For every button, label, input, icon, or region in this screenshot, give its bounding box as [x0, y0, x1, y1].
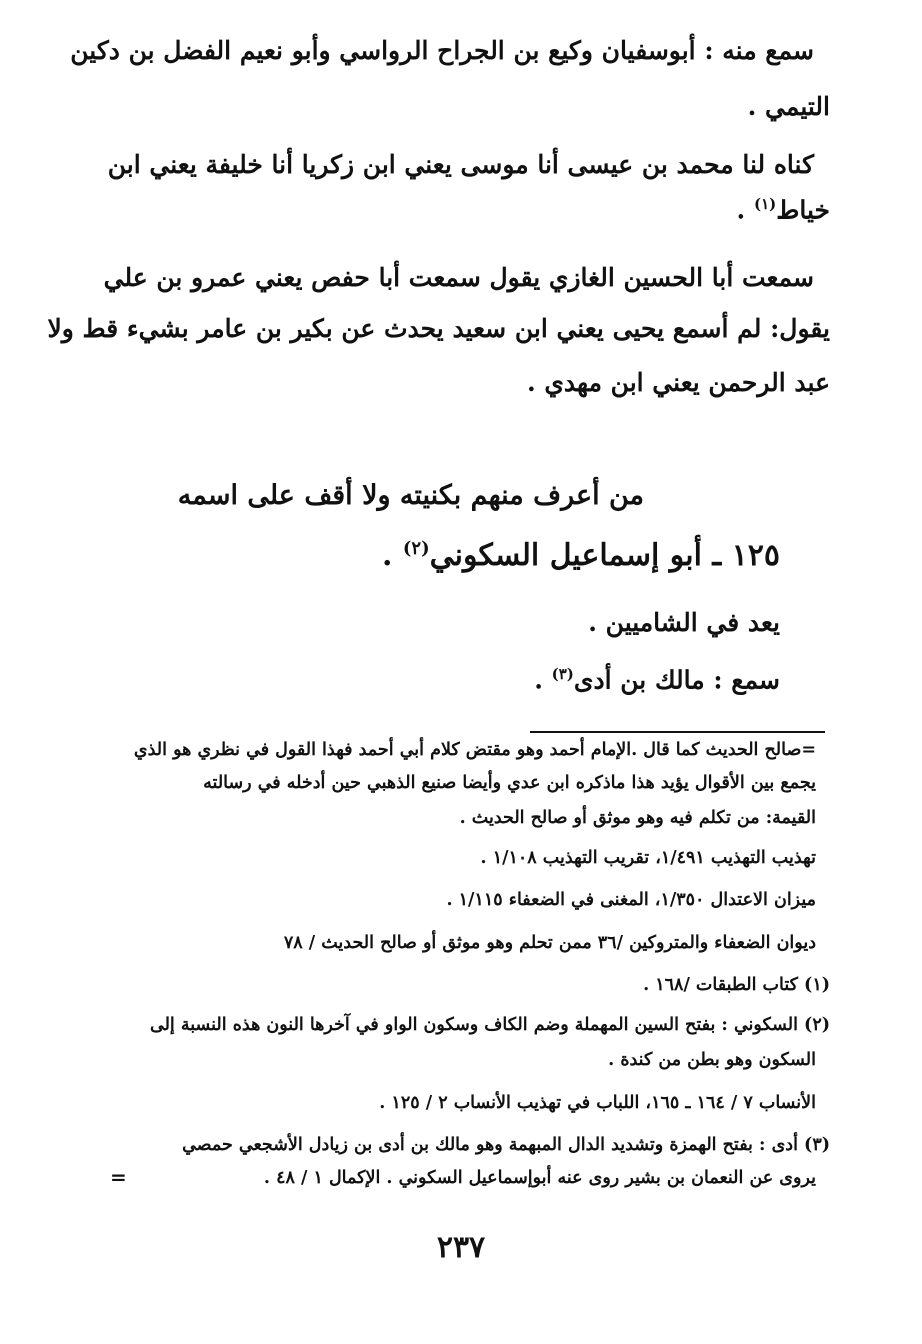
body-text: خياط: [776, 195, 830, 225]
entry-title-text: ١٢٥ ـ أبو إسماعيل السكوني: [429, 538, 780, 573]
body-line-7: عبد الرحمن يعني ابن مهدي .: [526, 368, 830, 397]
section-heading: من أعرف منهم بكنيته ولا أقف على اسمه: [177, 480, 644, 511]
body-line-6: يقول: لم أسمع يحيى يعني ابن سعيد يحدث عن بكير بن عامر بشيء قط ولا: [47, 314, 830, 343]
footnote-continued-2: يجمع بين الأقوال يؤيد هذا ماذكره ابن عدي وأيضا صنيع الذهبي حين أدخله في رسالته: [203, 773, 816, 793]
footnote-divider: [530, 731, 825, 733]
footnote-ref-3: (٣): [551, 665, 574, 683]
footnote-2-line-1: (٢) السكوني : بفتح السين المهملة وضم الكاف وسكون الواو في آخرها النون هذه النسبة إلى: [150, 1015, 830, 1035]
footnote-continued-3: القيمة: من تكلم فيه وهو موثق أو صالح الحديث .: [459, 808, 816, 828]
footnote-2-line-2: السكون وهو بطن من كندة .: [608, 1050, 816, 1070]
entry-line-2-text: سمع : مالك بن أدى: [573, 665, 780, 695]
entry-title: [382, 538, 780, 573]
footnote-continued-1: =صالح الحديث كما قال .الإمام أحمد وهو مقتض كلام أبي أحمد فهذا القول في نظري هو الذي: [133, 740, 816, 760]
footnote-continued-5: ميزان الاعتدال ١/٣٥٠، المغنى في الضعفاء ١/١١٥ .: [446, 890, 816, 910]
footnote-1: (١) كتاب الطبقات /١٦٨ .: [643, 975, 830, 995]
footnote-ref-1: (١): [753, 195, 777, 213]
body-text-end: .: [736, 195, 754, 225]
entry-line-2-end: .: [534, 665, 552, 695]
footnote-3-line-1: (٣) أدى : بفتح الهمزة وتشديد الدال المبهمة وهو مالك بن أدى بن زيادل الأشجعي حمصي: [182, 1135, 830, 1155]
body-line-1: سمع منه : أبوسفيان وكيع بن الجراح الرواسي وأبو نعيم الفضل بن دكين: [70, 36, 814, 65]
entry-line-1: يعد في الشاميين .: [588, 608, 780, 637]
footnote-ref-2: (٢): [402, 538, 430, 559]
footnote-3-line-2: يروى عن النعمان بن بشير روى عنه أبوإسماعيل السكوني . الإكمال ١ / ٤٨ .: [263, 1168, 816, 1188]
body-line-4: [737, 195, 830, 224]
body-line-3: كناه لنا محمد بن عيسى أنا موسى يعني ابن زكريا أنا خليفة يعني ابن: [107, 150, 814, 179]
footnote-2-line-3: الأنساب ٧ / ١٦٤ ـ ١٦٥، اللباب في تهذيب الأنساب ٢ / ١٢٥ .: [379, 1093, 816, 1113]
continued-mark: =: [110, 1165, 127, 1189]
footnote-continued-4: تهذيب التهذيب ١/٤٩١، تقريب التهذيب ١/١٠٨ .: [480, 848, 816, 868]
body-line-5: سمعت أبا الحسين الغازي يقول سمعت أبا حفص يعني عمرو بن علي: [103, 263, 814, 292]
entry-line-2: [534, 665, 780, 694]
entry-title-end: .: [381, 538, 403, 573]
body-line-2: التيمي .: [747, 92, 830, 121]
footnote-continued-6: ديوان الضعفاء والمتروكين /٣٦ ممن تحلم وهو موثق أو صالح الحديث / ٧٨: [283, 933, 816, 953]
page-number: ٢٣٧: [436, 1230, 486, 1265]
